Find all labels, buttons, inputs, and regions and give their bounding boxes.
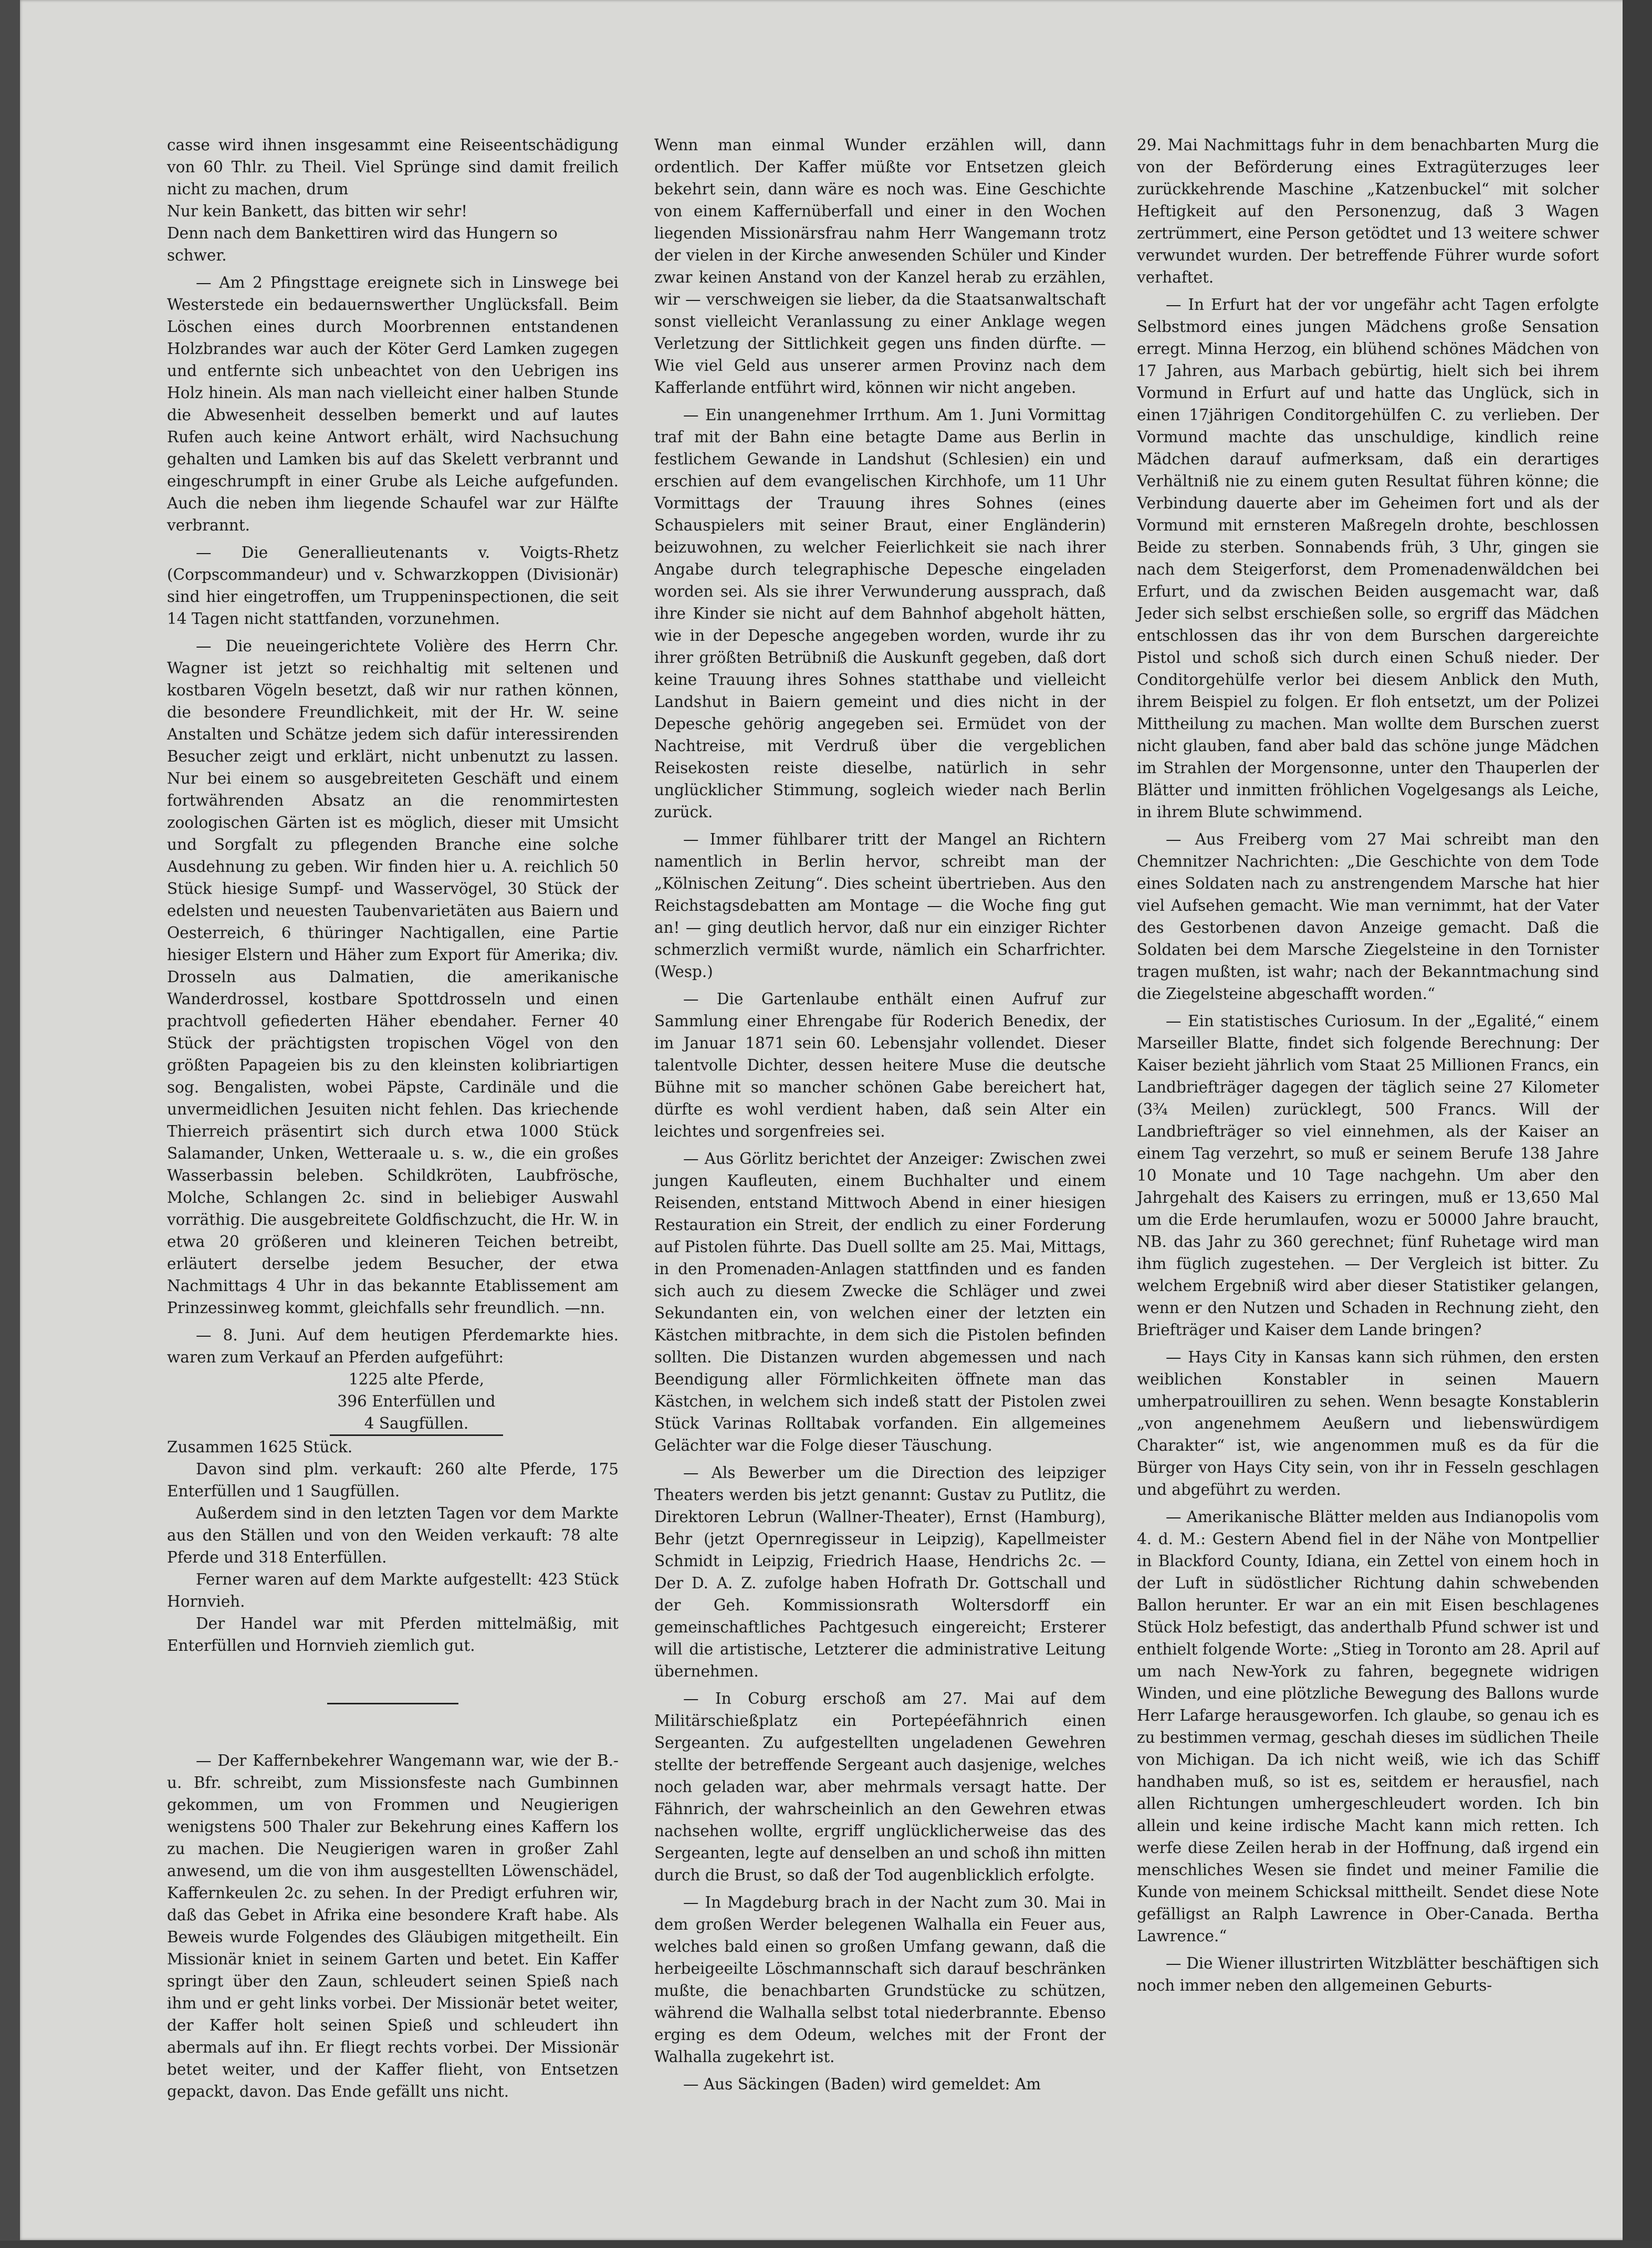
horse-list-item: 396 Enterfüllen und [337, 1392, 496, 1410]
article-wiener-witzblaetter: — Die Wiener illustrirten Witzblätter beschäftigen sich noch immer neben den allgemeinen Geburts- [1137, 1954, 1599, 1994]
article-hays-city: — Hays City in Kansas kann sich rühmen, den ersten weiblichen Konstabler in seinen Mauern umherpatrouilliren zu sehen. Wenn besagte Konstablerin „von angenehmem Aeußern und liebenswürdigem Charakter“ ist, wie angenommen muß es da für die Bürger von Hays City sein, von ihr in Fesseln geschlagen und abgeführt zu werden. [1137, 1348, 1599, 1498]
article-text: casse wird ihnen insgesammt eine Reiseentschädigung von 60 Thlr. zu Theil. Viel Sprünge sind damit freilich nicht zu machen, drum [167, 136, 619, 198]
trade-summary: Der Handel war mit Pferden mittelmäßig, mit Enterfüllen und Hornvieh ziemlich gut. [167, 1615, 619, 1654]
horse-list-item: 4 Saugfüllen. [364, 1414, 469, 1432]
column-right [1137, 134, 1599, 1996]
horse-sum: Zusammen 1625 Stück. [167, 1438, 353, 1456]
article-saeckingen-cont: 29. Mai Nachmittags fuhr in dem benachbarten Murg die von der Beförderung eines Extragüterzuges leer zurückkehrende Maschine „Katzenbuckel“ mit solcher Heftigkeit auf den Personenzug, daß 3 Wagen zertrümmert, eine Person getödtet und 13 weitere schwer verwundet wurden. Der betreffende Führer wurde sofort verhaftet. [1137, 136, 1599, 286]
article-generals: — Die Generallieutenants v. Voigts-Rhetz (Corpscommandeur) und v. Schwarzkoppen (Divisionär) sind hier eingetroffen, um Truppeninspectionen, die seit 14 Tagen nicht stattfanden, vorzunehmen. [167, 544, 619, 628]
page-edge-right [1623, 0, 1652, 2248]
article-magdeburg: — In Magdeburg brach in der Nacht zum 30. Mai in dem großen Werder belegenen Walhalla ein Feuer aus, welches bald einen so großen Umfang gewann, daß die herbeigeeilte Löschmannschaft sich darauf beschränken mußte, die benachbarten Grundstücke zu schützen, während die Walhalla selbst total niederbrannte. Ebenso erging es dem Odeum, welches mit der Front der Walhalla zugekehrt ist. [654, 1893, 1106, 2066]
article-coburg: — In Coburg erschoß am 27. Mai auf dem Militärschießplatz ein Portepéefähnrich einen Sergeanten. Zu aufgestellten ungeladenen Gewehren stellte der betreffende Sergeant auch dasjenige, welches noch geladen war, aber mehrmals versagt hatte. Der Fähnrich, der wahrscheinlich an den Gewehren etwas nachsehen wollte, ergriff unglücklicherweise das des Sergeanten, legte auf denselben an und schoß ihn mitten durch die Brust, so daß der Tod augenblicklich erfolgte. [654, 1690, 1106, 1884]
article-curiosum: — Ein statistisches Curiosum. In der „Egalité,“ einem Marseiller Blatte, findet sich folgende Berechnung: Der Kaiser bezieht jährlich vom Staat 25 Millionen Francs, ein Landbriefträger dagegen der täglich seine 27 Kilometer (3¾ Meilen) zurücklegt, 500 Francs. Will der Landbriefträger so viel einnehmen, als der Kaiser an einem Tag verzehrt, so muß er seinem Berufe 138 Jahre 10 Monate und 10 Tage nachgehn. Um aber den Jahrgehalt des Kaisers zu erringen, muß er 13,650 Mal um die Erde herumlaufen, wozu er 50000 Jahre braucht, NB. das Jahr zu 360 gerechnet; fünf Ruhetage wird man ihm füglich zugestehen. — Der Vergleich ist bitter. Zu welchem Ergebniß wird aber dieser Statistiker gelangen, wenn er den Nutzen und Schaden in Rechnung zieht, den Briefträger und Kaiser dem Lande bringen? [1137, 1012, 1599, 1339]
column-left [167, 134, 619, 2103]
hornvieh: Ferner waren auf dem Markte aufgestellt: 423 Stück Hornvieh. [167, 1570, 619, 1610]
article-erfurt: — In Erfurt hat der vor ungefähr acht Tagen erfolgte Selbstmord eines jungen Mädchens große Sensation erregt. Minna Herzog, ein blühend schönes Mädchen von 17 Jahren, aus Marbach gebürtig, hielt sich bei ihrem Vormund in Erfurt auf und hatte das Unglück, sich in einen 17jährigen Conditorgehülfen C. zu verlieben. Der Vormund machte das unschuldige, kindlich reine Mädchen darauf aufmerksam, daß ein derartiges Verhältniß nie zu einem guten Resultat führen könne; die Verbindung dauerte aber im Geheimen fort und als der Vormund mit ernsteren Maßregeln drohte, beschlossen Beide zu sterben. Sonnabends früh, 3 Uhr, gingen sie nach dem Steigerforst, dem Promenadenwäldchen bei Erfurt, und da zwischen Beiden ausgemacht war, daß Jeder sich selbst erschießen solle, so ergriff das Mädchen entschlossen das ihr von dem Burschen dargereichte Pistol und schoß sich durch einen Schuß nieder. Der Conditorgehülfe verlor bei diesem Anblick den Muth, ihrem Beispiel zu folgen. Er floh entsetzt, um der Polizei Mittheilung zu machen. Man wollte dem Burschen zuerst nicht glauben, fand aber bald das schöne junge Mädchen im Strahlen der Morgensonne, unter den Thauperlen der Blätter und inmitten fröhlichen Vogelgesangs als Leiche, in ihrem Blute schwimmend. [1137, 296, 1599, 821]
article-wangemann: — Der Kaffernbekehrer Wangemann war, wie der B.- u. Bfr. schreibt, zum Missionsfeste nach Gumbinnen gekommen, um von Frommen und Neugierigen wenigstens 500 Thaler zur Bekehrung eines Kaffern los zu machen. Die Neugierigen waren in großer Zahl anwesend, um die von ihm ausgestellten Löwenschädel, Kaffernkeulen 2c. zu sehen. In der Predigt erfuhren wir, daß das Gebet in Afrika eine besondere Kraft habe. Als Beweis wurde Folgendes des Gläubigen mitgetheilt. Ein Missionär kniet in seinem Garten und betet. Ein Kaffer springt über den Zaun, schleudert seinen Spieß nach ihm und er geht links vorbei. Der Missionär betet weiter, der Kaffer holt seinen Spieß und schleudert ihn abermals auf ihn. Er fliegt rechts vorbei. Der Missionär betet weiter, und der Kaffer flieht, von Entsetzen gepackt, davon. Das Ende gefällt uns nicht. [167, 1752, 619, 2100]
article-leipzig-theater: — Als Bewerber um die Direction des leipziger Theaters werden bis jetzt genannt: Gustav zu Putlitz, die Direktoren Lebrun (Wallner-Theater), Ernst (Hamburg), Behr (jetzt Opernregisseur in Leipzig), Kapellmeister Schmidt in Leipzig, Friedrich Haase, Hendrichs 2c. — Der D. A. Z. zufolge haben Hofrath Dr. Gottschall und der Geh. Kommissionsrath Woltersdorff ein gemeinschaftliches Pachtgesuch eingereicht; Ersterer will die artistische, Letzterer die administrative Leitung übernehmen. [654, 1464, 1106, 1680]
column-middle [654, 134, 1106, 2095]
article-freiberg: — Aus Freiberg vom 27 Mai schreibt man den Chemnitzer Nachrichten: „Die Geschichte von dem Tode eines Soldaten nach zu anstrengendem Marsche hat hier viel Aufsehen gemacht. Wie man vernimmt, hat der Vater des Gestorbenen davon Anzeige gemacht. Daß die Soldaten bei dem Marsche Ziegelsteine in den Tornister tragen mußten, ist wahr; nach der Bekanntmachung sind die Ziegelsteine abgeschafft worden.“ [1137, 830, 1599, 1003]
section-divider [327, 1703, 458, 1704]
page-edge-bottom [0, 2241, 1652, 2248]
article-saeckingen: — Aus Säckingen (Baden) wird gemeldet: Am [683, 2075, 1041, 2093]
article-richter: — Immer fühlbarer tritt der Mangel an Richtern namentlich in Berlin hervor, schreibt man der „Kölnischen Zeitung“. Dies scheint übertrieben. Aus den Reichstagsdebatten am Montage — die Woche fing gut an! — ging deutlich hervor, daß nur ein einziger Richter schmerzlich vermißt wurde, nämlich ein Scharfrichter. (Wesp.) [654, 830, 1106, 981]
article-accident-linswege: — Am 2 Pfingsttage ereignete sich in Linswege bei Westerstede ein bedauernswerther Unglücksfall. Beim Löschen eines durch Moorbrennen entstandenen Holzbrandes war auch der Köter Gerd Lamken zugegen und entfernte sich unbeachtet von den Uebrigen ins Holz hinein. Als man nach vielleicht einer halben Stunde die Abwesenheit desselben bemerkt und auf lautes Rufen auch keine Antwort erhält, wird Nachsuchung gehalten und Lamken bis auf das Skelett verbrannt und eingeschrumpft in einer Grube als Leiche aufgefunden. Auch die neben ihm liegende Schaufel war zur Hälfte verbrannt. [167, 274, 619, 534]
verse-line: Nur kein Bankett, das bitten wir sehr! [167, 202, 468, 220]
article-goerlitz: — Aus Görlitz berichtet der Anzeiger: Zwischen zwei jungen Kaufleuten, einem Buchhalter und einem Reisenden, entstand Mittwoch Abend in einer hiesigen Restauration ein Streit, der endlich zu einer Forderung auf Pistolen führte. Das Duell sollte am 25. Mai, Mittags, in den Promenaden-Anlagen stattfinden und es fanden sich auch zu diesem Zwecke die Schläger und zwei Sekundanten ein, von welchen einer der letzten ein Kästchen mitbrachte, in dem sich die Pistolen befinden sollten. Die Distanzen wurden abgemessen und nach Beendigung aller Förmlichkeiten öffnete man das Kästchen, in welchem sich indeß statt der Pistolen zwei Stück Varinas Rolltabak vorfanden. Ein allgemeines Gelächter war die Folge dieser Täuschung. [654, 1150, 1106, 1454]
horse-sold: Davon sind plm. verkauft: 260 alte Pferde, 175 Enterfüllen und 1 Saugfüllen. [167, 1460, 619, 1500]
horse-list-item: 1225 alte Pferde, [348, 1370, 485, 1388]
article-voliere: — Die neueingerichtete Volière des Herrn Chr. Wagner ist jetzt so reichhaltig mit seltenen und kostbaren Vögeln besetzt, daß wir nur rathen können, die besondere Freundlichkeit, mit der Hr. W. seine Anstalten und Schätze jedem sich dafür interessirenden Besucher zeigt und erklärt, nicht unbenutzt zu lassen. Nur bei einem so ausgebreiteten Geschäft und einem fortwährenden Absatz an die renommirtesten zoologischen Gärten ist es möglich, dieser mit Umsicht und Sorgfalt zu pflegenden Branche eine solche Ausdehnung zu geben. Wir finden hier u. A. reichlich 50 Stück hiesige Sumpf- und Wasservögel, 30 Stück der edelsten und neuesten Taubenvarietäten aus Baiern und Oesterreich, 6 thüringer Nachtigallen, eine Partie hiesiger Elstern und Häher zum Export für Amerika; div. Drosseln aus Dalmatien, die amerikanische Wanderdrossel, kostbare Spottdrosseln und einen prachtvoll gefiederten Häher ebendaher. Ferner 40 Stück der prächtigsten tropischen Vögel von den größten Papageien bis zu den kleinsten kolibriartigen sog. Bengalisten, wobei Päpste, Cardinäle und die unvermeidlichen Jesuiten nicht fehlen. Das kriechende Thierreich präsentirt sich durch etwa 1000 Stück Salamander, Unken, Wetteraale u. s. w., die ein großes Wasserbassin beleben. Schildkröten, Laubfrösche, Molche, Schlangen 2c. sind in beliebiger Auswahl vorräthig. Die ausgebreitete Goldfischzucht, die Hr. W. in etwa 20 größeren und kleineren Teichen betreibt, erläutert derselbe jedem Besucher, der etwa Nachmittags 4 Uhr in das bekannte Etablissement am Prinzessinweg kommt, gleichfalls sehr freundlich. —nn. [167, 637, 619, 1317]
article-ballon: — Amerikanische Blätter melden aus Indianopolis vom 4. d. M.: Gestern Abend fiel in der Nähe von Montpellier in Blackford County, Idiana, ein Zettel von einem hoch in der Luft in südöstlicher Richtung dahin schwebenden Ballon herunter. Er war an ein mit Eisen beschlagenes Stück Holz befestigt, das anderthalb Pfund schwer ist und enthielt folgende Worte: „Stieg in Toronto am 28. April auf um nach New-York zu fahren, begegnete widrigen Winden, und eine plötzliche Bewegung des Ballons wurde Herr Lafarge herausgeworfen. Ich glaube, so genau ich es zu bestimmen vermag, geschah dieses im südlichen Theile von Michigan. Da ich nicht weiß, wie ich das Schiff handhaben muß, so ist es, seitdem er herausfiel, nach allen Richtungen umhergeschleudert worden. Ich bin allein und keine irdische Macht kann mich retten. Ich werfe diese Zeilen herab in der Hoffnung, daß irgend ein menschliches Wesen sie findet und meiner Familie die Kunde von meinem Schicksal mittheilt. Sendet diese Note gefälligst an Ralph Lawrence in Ober-Canada. Bertha Lawrence.“ [1137, 1508, 1599, 1945]
article-horse-market: — 8. Juni. Auf dem heutigen Pferdemarkte hies. waren zum Verkauf an Pferden aufgeführt: [167, 1326, 619, 1366]
horse-list [330, 1368, 503, 1436]
article-gartenlaube: — Die Gartenlaube enthält einen Aufruf zur Sammlung einer Ehrengabe für Roderich Benedix, der im Januar 1871 sein 60. Lebensjahr vollendet. Dieser talentvolle Dichter, dessen heitere Muse die deutsche Bühne mit so mancher schönen Gabe bereichert hat, dürfte es wohl verdient haben, daß sein Alter ein leichtes und sorgenfreies sei. [654, 990, 1106, 1140]
verse-line: Denn nach dem Bankettiren wird das Hungern so schwer. [167, 224, 558, 264]
article-wangemann-cont: Wenn man einmal Wunder erzählen will, dann ordentlich. Der Kaffer müßte vor Entsetzen gleich bekehrt sein, dann wäre es noch was. Eine Geschichte von einem Kaffernüberfall und einer in den Wochen liegenden Missionärsfrau nahm Herr Wangemann trotz der vielen in der Kirche anwesenden Schüler und Kinder zwar keinen Anstand von der Kanzel herab zu erzählen, wir — verschweigen sie lieber, da die Staatsanwaltschaft sonst vielleicht Veranlassung zu einer Anklage wegen Verletzung der Sittlichkeit gegen uns finden dürfte. — Wie viel Geld aus unserer armen Provinz nach dem Kafferlande entführt wird, können wir nicht angeben. [654, 136, 1106, 397]
article-irrthum: — Ein unangenehmer Irrthum. Am 1. Juni Vormittag traf mit der Bahn eine betagte Dame aus Berlin in festlichem Gewande in Landshut (Schlesien) ein und erschien auf dem evangelischen Kirchhofe, um 11 Uhr Vormittags der Trauung ihres Sohnes (eines Schauspielers mit seiner Braut, einer Engländerin) beizuwohnen, zu welcher Feierlichkeit sie nach ihrer Angabe durch telegraphische Depesche eingeladen worden sei. Als sie ihrer Verwunderung aussprach, daß ihre Kinder sie nicht auf dem Bahnhof abgeholt hätten, wie in der Depesche angegeben worden, wurde ihr zu ihrer größten Betrübniß die Auskunft gegeben, daß dort keine Trauung ihres Sohnes statthabe und vielleicht Landshut in Baiern gemeint und dies nicht in der Depesche gehörig angegeben sei. Ermüdet von der Nachtreise, mit Verdruß über die vergeblichen Reisekosten reiste dieselbe, natürlich in sehr unglücklicher Stimmung, sogleich wieder nach Berlin zurück. [654, 406, 1106, 821]
horse-sold-before: Außerdem sind in den letzten Tagen vor dem Markte aus den Ställen und von den Weiden verkauft: 78 alte Pferde und 318 Enterfüllen. [167, 1504, 619, 1566]
